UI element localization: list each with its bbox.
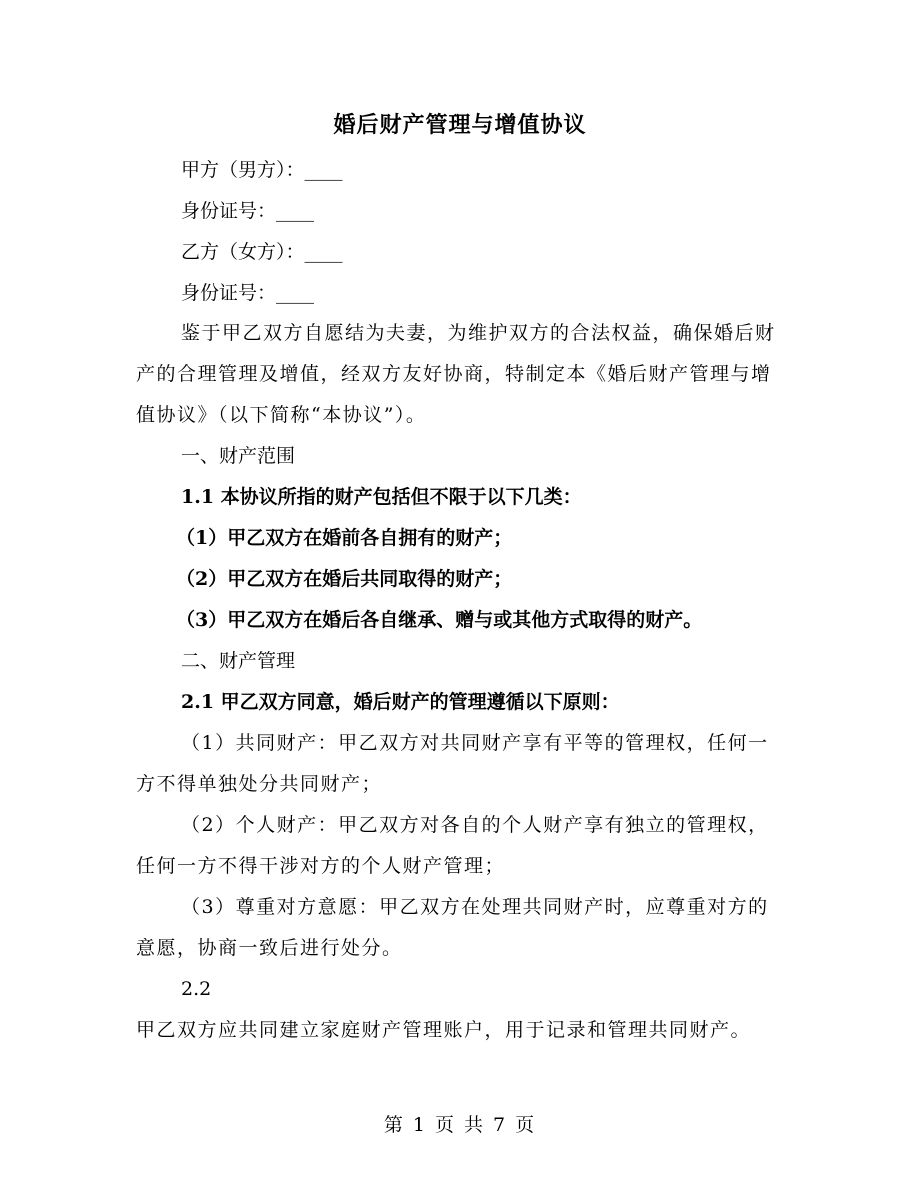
scope-item-2: （2）甲乙双方在婚后共同取得的财产； — [176, 568, 513, 590]
section1-heading: 一、财产范围 — [181, 445, 296, 467]
section2-heading: 二、财产管理 — [181, 650, 296, 672]
preamble-paragraph: 鉴于甲乙双方自愿结为夫妻，为维护双方的合法权益，确保婚后财产的合理管理及增值，经双方友好协商，特制定本《婚后财产管理与增值协议》（以下简称“本协议”）。 — [136, 322, 776, 426]
principle-3-paragraph: （3）尊重对方意愿：甲乙双方在处理共同财产时，应尊重对方的意愿，协商一致后进行处分。 — [136, 896, 769, 959]
party-b-line: 乙方（女方）：____ — [181, 241, 343, 263]
party-b-id-line: 身份证号：____ — [181, 282, 315, 304]
party-a-id-line: 身份证号：____ — [181, 200, 315, 222]
clause-1-1: 1.1 本协议所指的财产包括但不限于以下几类： — [181, 486, 582, 508]
clause-2-2-number: 2.2 — [181, 978, 212, 1000]
page-number-footer: 第 1 页 共 7 页 — [383, 1114, 537, 1136]
principle-2-paragraph: （2）个人财产：甲乙双方对各自的个人财产享有独立的管理权，任何一方不得干涉对方的个人财产管理； — [136, 814, 769, 877]
document-title: 婚后财产管理与增值协议 — [333, 112, 587, 138]
scope-item-3: （3）甲乙双方在婚后各自继承、赠与或其他方式取得的财产。 — [176, 609, 703, 631]
principle-1-paragraph: （1）共同财产：甲乙双方对共同财产享有平等的管理权，任何一方不得单独处分共同财产； — [136, 732, 769, 795]
party-a-line: 甲方（男方）：____ — [181, 159, 343, 181]
scope-item-1: （1）甲乙双方在婚前各自拥有的财产； — [176, 527, 513, 549]
clause-2-2-text: 甲乙双方应共同建立家庭财产管理账户，用于记录和管理共同财产。 — [136, 1019, 752, 1041]
clause-2-1: 2.1 甲乙双方同意，婚后财产的管理遵循以下原则： — [181, 691, 620, 713]
